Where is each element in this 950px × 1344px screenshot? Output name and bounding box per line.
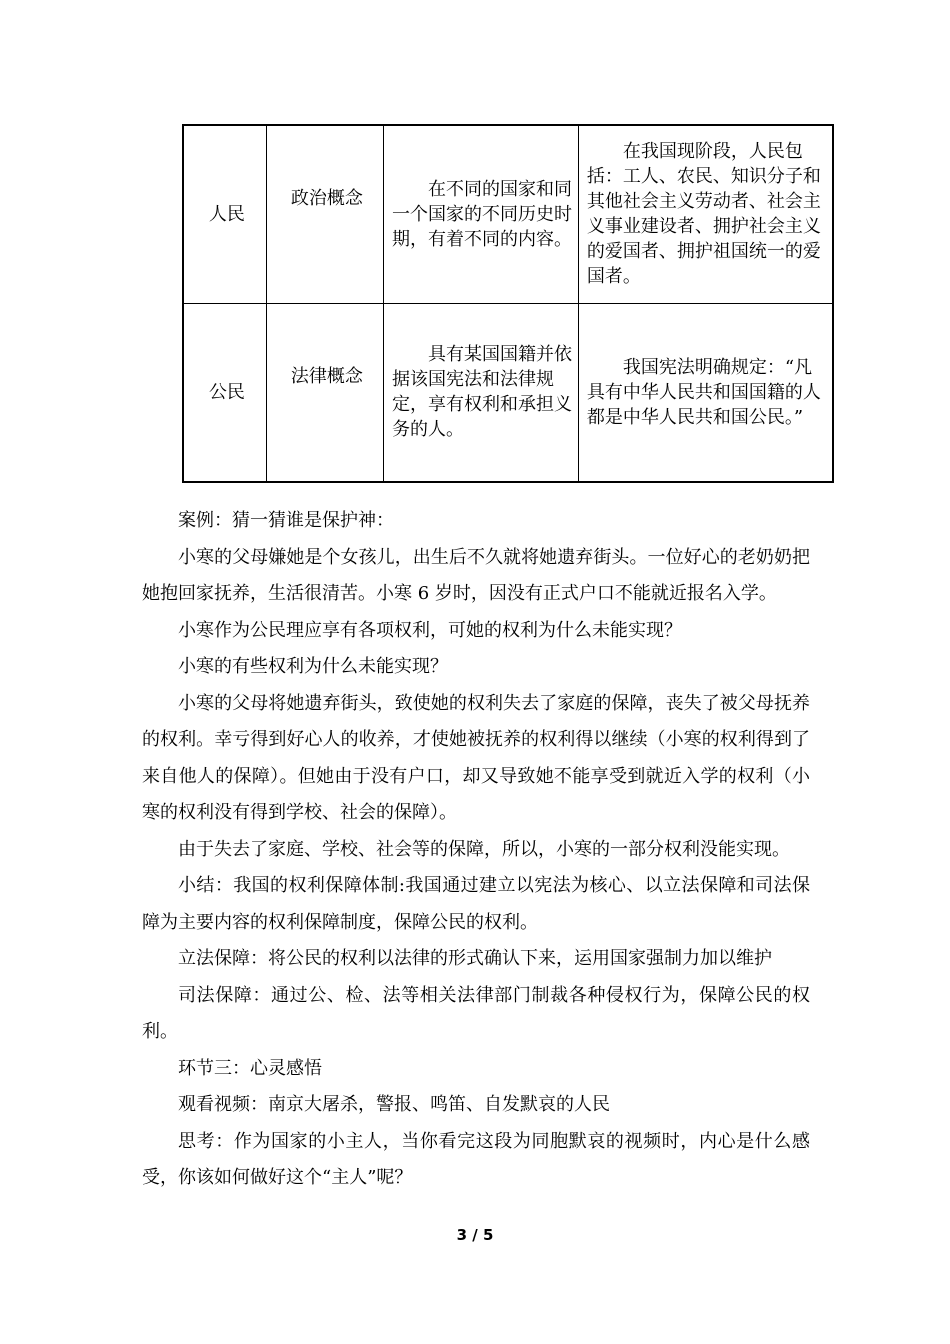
body-text <box>142 503 810 1197</box>
concept-table <box>182 124 834 483</box>
paragraph: 小寒的父母嫌她是个女孩儿，出生后不久就将她遗弃街头。一位好心的老奶奶把她抱回家抚养，生活很清苦。小寒 6 岁时，因没有正式户口不能就近报名入学。 <box>142 546 810 604</box>
paragraph: 小寒作为公民理应享有各项权利，可她的权利为什么未能实现？ <box>178 619 682 641</box>
paragraph: 思考：作为国家的小主人，当你看完这段为同胞默哀的视频时，内心是什么感受，你该如何做好这个“主人”呢？ <box>142 1130 810 1188</box>
paragraph: 小寒的有些权利为什么未能实现？ <box>178 656 448 677</box>
paragraph: 司法保障：通过公、检、法等相关法律部门制裁各种侵权行为，保障公民的权利。 <box>142 984 810 1042</box>
definition-cell: 在不同的国家和同一个国家的不同历史时期，有着不同的内容。 <box>384 125 579 303</box>
summary-paragraph: 小结：我国的权利保障体制:我国通过建立以宪法为核心、以立法保障和司法保障为主要内容的权利保障制度，保障公民的权利。 <box>142 875 810 933</box>
paragraph: 观看视频：南京大屠杀，警报、鸣笛、自发默哀的人民 <box>178 1094 610 1115</box>
example-cell: 在我国现阶段，人民包括：工人、农民、知识分子和其他社会主义劳动者、社会主义事业建设者、拥护社会主义的爱国者、拥护祖国统一的爱国者。 <box>578 125 833 303</box>
concept-type-cell <box>266 303 383 482</box>
table-row <box>183 303 833 482</box>
table-row <box>183 125 833 303</box>
paragraph: 小寒的父母将她遗弃街头，致使她的权利失去了家庭的保障，丧失了被父母抚养的权利。幸亏得到好心人的收养，才使她被抚养的权利得以继续（小寒的权利得到了来自他人的保障）。但她由于没有户口，却又导致她不能享受到就近入学的权利（小寒的权利没有得到学校、社会的保障）。 <box>142 692 810 823</box>
term-cell: 人民 <box>183 125 266 303</box>
page-number: 3 / 5 <box>456 1226 494 1244</box>
paragraph: 由于失去了家庭、学校、社会等的保障，所以，小寒的一部分权利没能实现。 <box>178 838 790 860</box>
definition-cell: 具有某国国籍并依据该国宪法和法律规定，享有权利和承担义务的人。 <box>384 303 579 482</box>
term-cell: 公民 <box>183 303 266 482</box>
example-cell: 我国宪法明确规定：“凡具有中华人民共和国国籍的人都是中华人民共和国公民。” <box>578 303 833 482</box>
concept-type-label: 政治概念 <box>290 187 363 209</box>
concept-type-label: 法律概念 <box>290 365 363 387</box>
concept-type-cell <box>266 125 383 303</box>
paragraph: 立法保障：将公民的权利以法律的形式确认下来，运用国家强制力加以维护 <box>178 948 772 969</box>
section-heading: 环节三：心灵感悟 <box>178 1057 322 1079</box>
case-heading: 案例：猜一猜谁是保护神： <box>178 510 394 531</box>
